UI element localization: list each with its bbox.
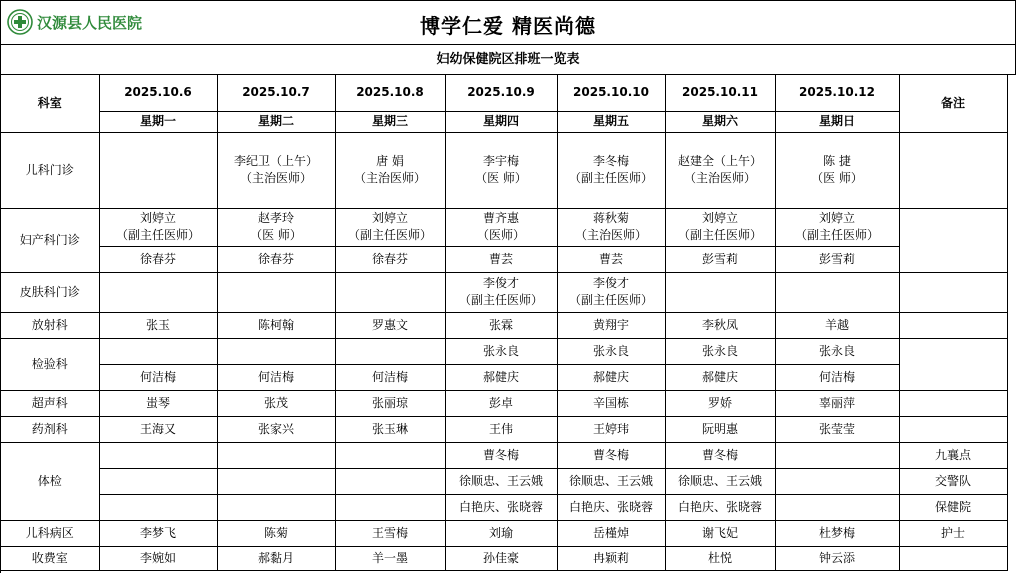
schedule-cell: 罗娇 — [665, 390, 775, 416]
doctor-name: 刘婷立 — [139, 211, 176, 225]
doctor-name: 李俊才 — [482, 276, 519, 290]
row-pharmacy — [1, 416, 1007, 442]
schedule-cell — [99, 442, 217, 468]
schedule-cell: 郝黏月 — [217, 546, 335, 570]
schedule-cell: 张永良 — [775, 338, 899, 364]
remark-cell: 九襄点 — [899, 442, 1007, 468]
row-radiology — [1, 312, 1007, 338]
schedule-cell: 羊一墨 — [335, 546, 445, 570]
schedule-cell — [335, 442, 445, 468]
schedule-cell — [665, 132, 775, 208]
schedule-cell: 李婉如 — [99, 546, 217, 570]
row-physical-exam — [1, 442, 1007, 468]
row-pediatrics-clinic — [1, 132, 1007, 208]
doctor-title: （医 师） — [811, 171, 863, 185]
schedule-cell: 刘瑜 — [445, 520, 557, 546]
schedule-cell: 陈菊 — [217, 520, 335, 546]
schedule-cell: 岳槿焯 — [557, 520, 665, 546]
schedule-cell: 徐顺忠、王云娥 — [445, 468, 557, 494]
schedule-cell: 曹冬梅 — [557, 442, 665, 468]
dept-name: 妇产科门诊 — [1, 208, 99, 272]
schedule-cell: 何洁梅 — [335, 364, 445, 390]
schedule-cell — [557, 208, 665, 246]
schedule-cell — [217, 338, 335, 364]
schedule-cell — [99, 208, 217, 246]
dept-name: 皮肤科门诊 — [1, 272, 99, 312]
schedule-cell: 孙佳豪 — [445, 546, 557, 570]
date-cell: 2025.10.6 — [99, 75, 217, 111]
dept-name: 检验科 — [1, 338, 99, 390]
row-cashier — [1, 546, 1007, 570]
doctor-title: （主治医师） — [574, 228, 647, 242]
schedule-cell: 阮明惠 — [665, 416, 775, 442]
dept-name: 药剂科 — [1, 416, 99, 442]
schedule-cell: 张永良 — [445, 338, 557, 364]
schedule-cell: 张永良 — [665, 338, 775, 364]
schedule-cell — [335, 338, 445, 364]
doctor-title: （副主任医师） — [677, 228, 762, 242]
schedule-cell — [665, 272, 775, 312]
doctor-name: 刘婷立 — [818, 211, 855, 225]
schedule-cell: 徐春芬 — [335, 246, 445, 272]
schedule-cell — [335, 468, 445, 494]
schedule-cell — [775, 468, 899, 494]
header-date-row — [1, 75, 1007, 111]
doctor-name: 李纪卫（上午） — [233, 154, 318, 168]
schedule-cell: 郝健庆 — [665, 364, 775, 390]
schedule-cell: 彭卓 — [445, 390, 557, 416]
schedule-cell — [99, 272, 217, 312]
schedule-cell: 冉颖莉 — [557, 546, 665, 570]
date-cell: 2025.10.8 — [335, 75, 445, 111]
weekday-cell: 星期日 — [775, 111, 899, 132]
doctor-name: 唐 娟 — [376, 154, 404, 168]
hospital-name: 汉源县人民医院 — [37, 13, 143, 32]
schedule-cell: 曹冬梅 — [665, 442, 775, 468]
remark-cell — [899, 272, 1007, 312]
schedule-cell: 张茂 — [217, 390, 335, 416]
schedule-cell — [99, 132, 217, 208]
date-cell: 2025.10.9 — [445, 75, 557, 111]
schedule-cell: 张玉琳 — [335, 416, 445, 442]
date-cell: 2025.10.12 — [775, 75, 899, 111]
weekday-cell: 星期六 — [665, 111, 775, 132]
schedule-cell: 黄翔宇 — [557, 312, 665, 338]
dept-header: 科室 — [1, 75, 99, 132]
row-obgyn-clinic-second — [1, 246, 1007, 272]
dept-name: 体检 — [1, 442, 99, 520]
header-weekday-row — [1, 111, 1007, 132]
row-physical-exam-second — [1, 468, 1007, 494]
schedule-cell: 何洁梅 — [217, 364, 335, 390]
doctor-name: 曹齐惠 — [482, 211, 519, 225]
schedule-cell: 郝健庆 — [557, 364, 665, 390]
schedule-cell: 曹冬梅 — [445, 442, 557, 468]
schedule-cell: 彭雪莉 — [665, 246, 775, 272]
doctor-name: 蒋秋菊 — [592, 211, 629, 225]
schedule-cell: 杜悦 — [665, 546, 775, 570]
date-cell: 2025.10.11 — [665, 75, 775, 111]
weekday-cell: 星期五 — [557, 111, 665, 132]
schedule-cell: 曹芸 — [557, 246, 665, 272]
schedule-cell: 王婷玮 — [557, 416, 665, 442]
schedule-cell: 王雪梅 — [335, 520, 445, 546]
schedule-cell: 王海又 — [99, 416, 217, 442]
remark-cell — [899, 132, 1007, 208]
doctor-title: （副主任医师） — [347, 228, 432, 242]
header-banner — [1, 1, 1016, 45]
schedule-cell — [217, 442, 335, 468]
schedule-cell — [557, 132, 665, 208]
dept-name: 放射科 — [1, 312, 99, 338]
doctor-name: 刘婷立 — [701, 211, 738, 225]
schedule-cell — [335, 494, 445, 520]
schedule-cell: 张莹莹 — [775, 416, 899, 442]
schedule-cell — [217, 208, 335, 246]
schedule-cell — [775, 494, 899, 520]
row-derm-clinic — [1, 272, 1007, 312]
schedule-cell — [217, 132, 335, 208]
doctor-title: （副主任医师） — [568, 171, 653, 185]
doctor-name: 李宇梅 — [482, 154, 519, 168]
schedule-cell: 辜丽萍 — [775, 390, 899, 416]
dept-name: 儿科门诊 — [1, 132, 99, 208]
doctor-name: 刘婷立 — [371, 211, 408, 225]
row-laboratory — [1, 338, 1007, 364]
remark-cell — [899, 338, 1007, 390]
schedule-cell: 陈柯翰 — [217, 312, 335, 338]
schedule-cell — [557, 272, 665, 312]
dept-name: 收费室 — [1, 546, 99, 570]
remark-cell: 保健院 — [899, 494, 1007, 520]
remark-cell: 交警队 — [899, 468, 1007, 494]
remark-header: 备注 — [899, 75, 1007, 132]
schedule-cell: 张丽琼 — [335, 390, 445, 416]
doctor-title: （主治医师） — [239, 171, 312, 185]
doctor-title: （医 师） — [250, 228, 302, 242]
doctor-title: （副主任医师） — [794, 228, 879, 242]
schedule-cell: 张家兴 — [217, 416, 335, 442]
schedule-cell: 郝健庆 — [445, 364, 557, 390]
row-laboratory-second — [1, 364, 1007, 390]
dept-name: 超声科 — [1, 390, 99, 416]
schedule-cell — [775, 208, 899, 246]
schedule-title: 妇幼保健院区排班一览表 — [1, 45, 1016, 75]
schedule-cell: 王伟 — [445, 416, 557, 442]
doctor-title: （副主任医师） — [115, 228, 200, 242]
schedule-cell — [445, 272, 557, 312]
schedule-cell: 白艳庆、张晓蓉 — [557, 494, 665, 520]
remark-cell — [899, 390, 1007, 416]
dept-name: 儿科病区 — [1, 520, 99, 546]
schedule-cell: 徐顺忠、王云娥 — [665, 468, 775, 494]
schedule-cell: 钟云添 — [775, 546, 899, 570]
schedule-cell: 羊越 — [775, 312, 899, 338]
schedule-cell: 徐春芬 — [99, 246, 217, 272]
row-pediatric-ward — [1, 520, 1007, 546]
schedule-cell — [99, 494, 217, 520]
remark-cell: 护士 — [899, 520, 1007, 546]
schedule-cell: 张玉 — [99, 312, 217, 338]
schedule-cell — [445, 132, 557, 208]
doctor-title: （主治医师） — [353, 171, 426, 185]
weekday-cell: 星期三 — [335, 111, 445, 132]
weekday-cell: 星期二 — [217, 111, 335, 132]
schedule-cell: 罗惠文 — [335, 312, 445, 338]
doctor-name: 陈 捷 — [823, 154, 851, 168]
schedule-cell: 彭雪莉 — [775, 246, 899, 272]
row-physical-exam-third — [1, 494, 1007, 520]
date-cell: 2025.10.7 — [217, 75, 335, 111]
schedule-cell — [335, 272, 445, 312]
schedule-cell: 徐春芬 — [217, 246, 335, 272]
row-obgyn-clinic — [1, 208, 1007, 246]
schedule-cell — [99, 338, 217, 364]
doctor-name: 赵孝玲 — [257, 211, 294, 225]
doctor-title: （医师） — [476, 228, 525, 242]
schedule-cell: 徐顺忠、王云娥 — [557, 468, 665, 494]
doctor-title: （副主任医师） — [568, 293, 653, 307]
schedule-cell — [335, 208, 445, 246]
schedule-cell: 辛国栋 — [557, 390, 665, 416]
doctor-name: 李俊才 — [592, 276, 629, 290]
schedule-cell — [775, 272, 899, 312]
schedule-cell — [217, 494, 335, 520]
schedule-cell: 白艳庆、张晓蓉 — [445, 494, 557, 520]
schedule-cell — [665, 208, 775, 246]
schedule-cell: 何洁梅 — [99, 364, 217, 390]
schedule-cell: 曹芸 — [445, 246, 557, 272]
doctor-name: 赵建全（上午） — [677, 154, 762, 168]
schedule-cell — [217, 468, 335, 494]
doctor-title: （副主任医师） — [458, 293, 543, 307]
weekday-cell: 星期四 — [445, 111, 557, 132]
row-ultrasound — [1, 390, 1007, 416]
schedule-cell: 张霖 — [445, 312, 557, 338]
remark-cell — [899, 416, 1007, 442]
schedule-cell: 李梦飞 — [99, 520, 217, 546]
schedule-cell: 李秋凤 — [665, 312, 775, 338]
schedule-cell — [335, 132, 445, 208]
schedule-cell — [775, 442, 899, 468]
schedule-cell: 张永良 — [557, 338, 665, 364]
hospital-slogan: 博学仁爱 精医尚德 — [420, 14, 596, 38]
schedule-cell: 谢飞妃 — [665, 520, 775, 546]
schedule-table — [1, 75, 1008, 571]
doctor-title: （医 师） — [475, 171, 527, 185]
schedule-cell: 何洁梅 — [775, 364, 899, 390]
schedule-cell — [445, 208, 557, 246]
remark-cell — [899, 312, 1007, 338]
weekday-cell: 星期一 — [99, 111, 217, 132]
schedule-cell: 白艳庆、张晓蓉 — [665, 494, 775, 520]
schedule-cell — [99, 468, 217, 494]
schedule-cell: 蚩琴 — [99, 390, 217, 416]
doctor-name: 李冬梅 — [592, 154, 629, 168]
remark-cell — [899, 546, 1007, 570]
doctor-title: （主治医师） — [683, 171, 756, 185]
schedule-cell: 杜梦梅 — [775, 520, 899, 546]
schedule-cell — [217, 272, 335, 312]
remark-cell — [899, 208, 1007, 272]
date-cell: 2025.10.10 — [557, 75, 665, 111]
schedule-cell — [775, 132, 899, 208]
